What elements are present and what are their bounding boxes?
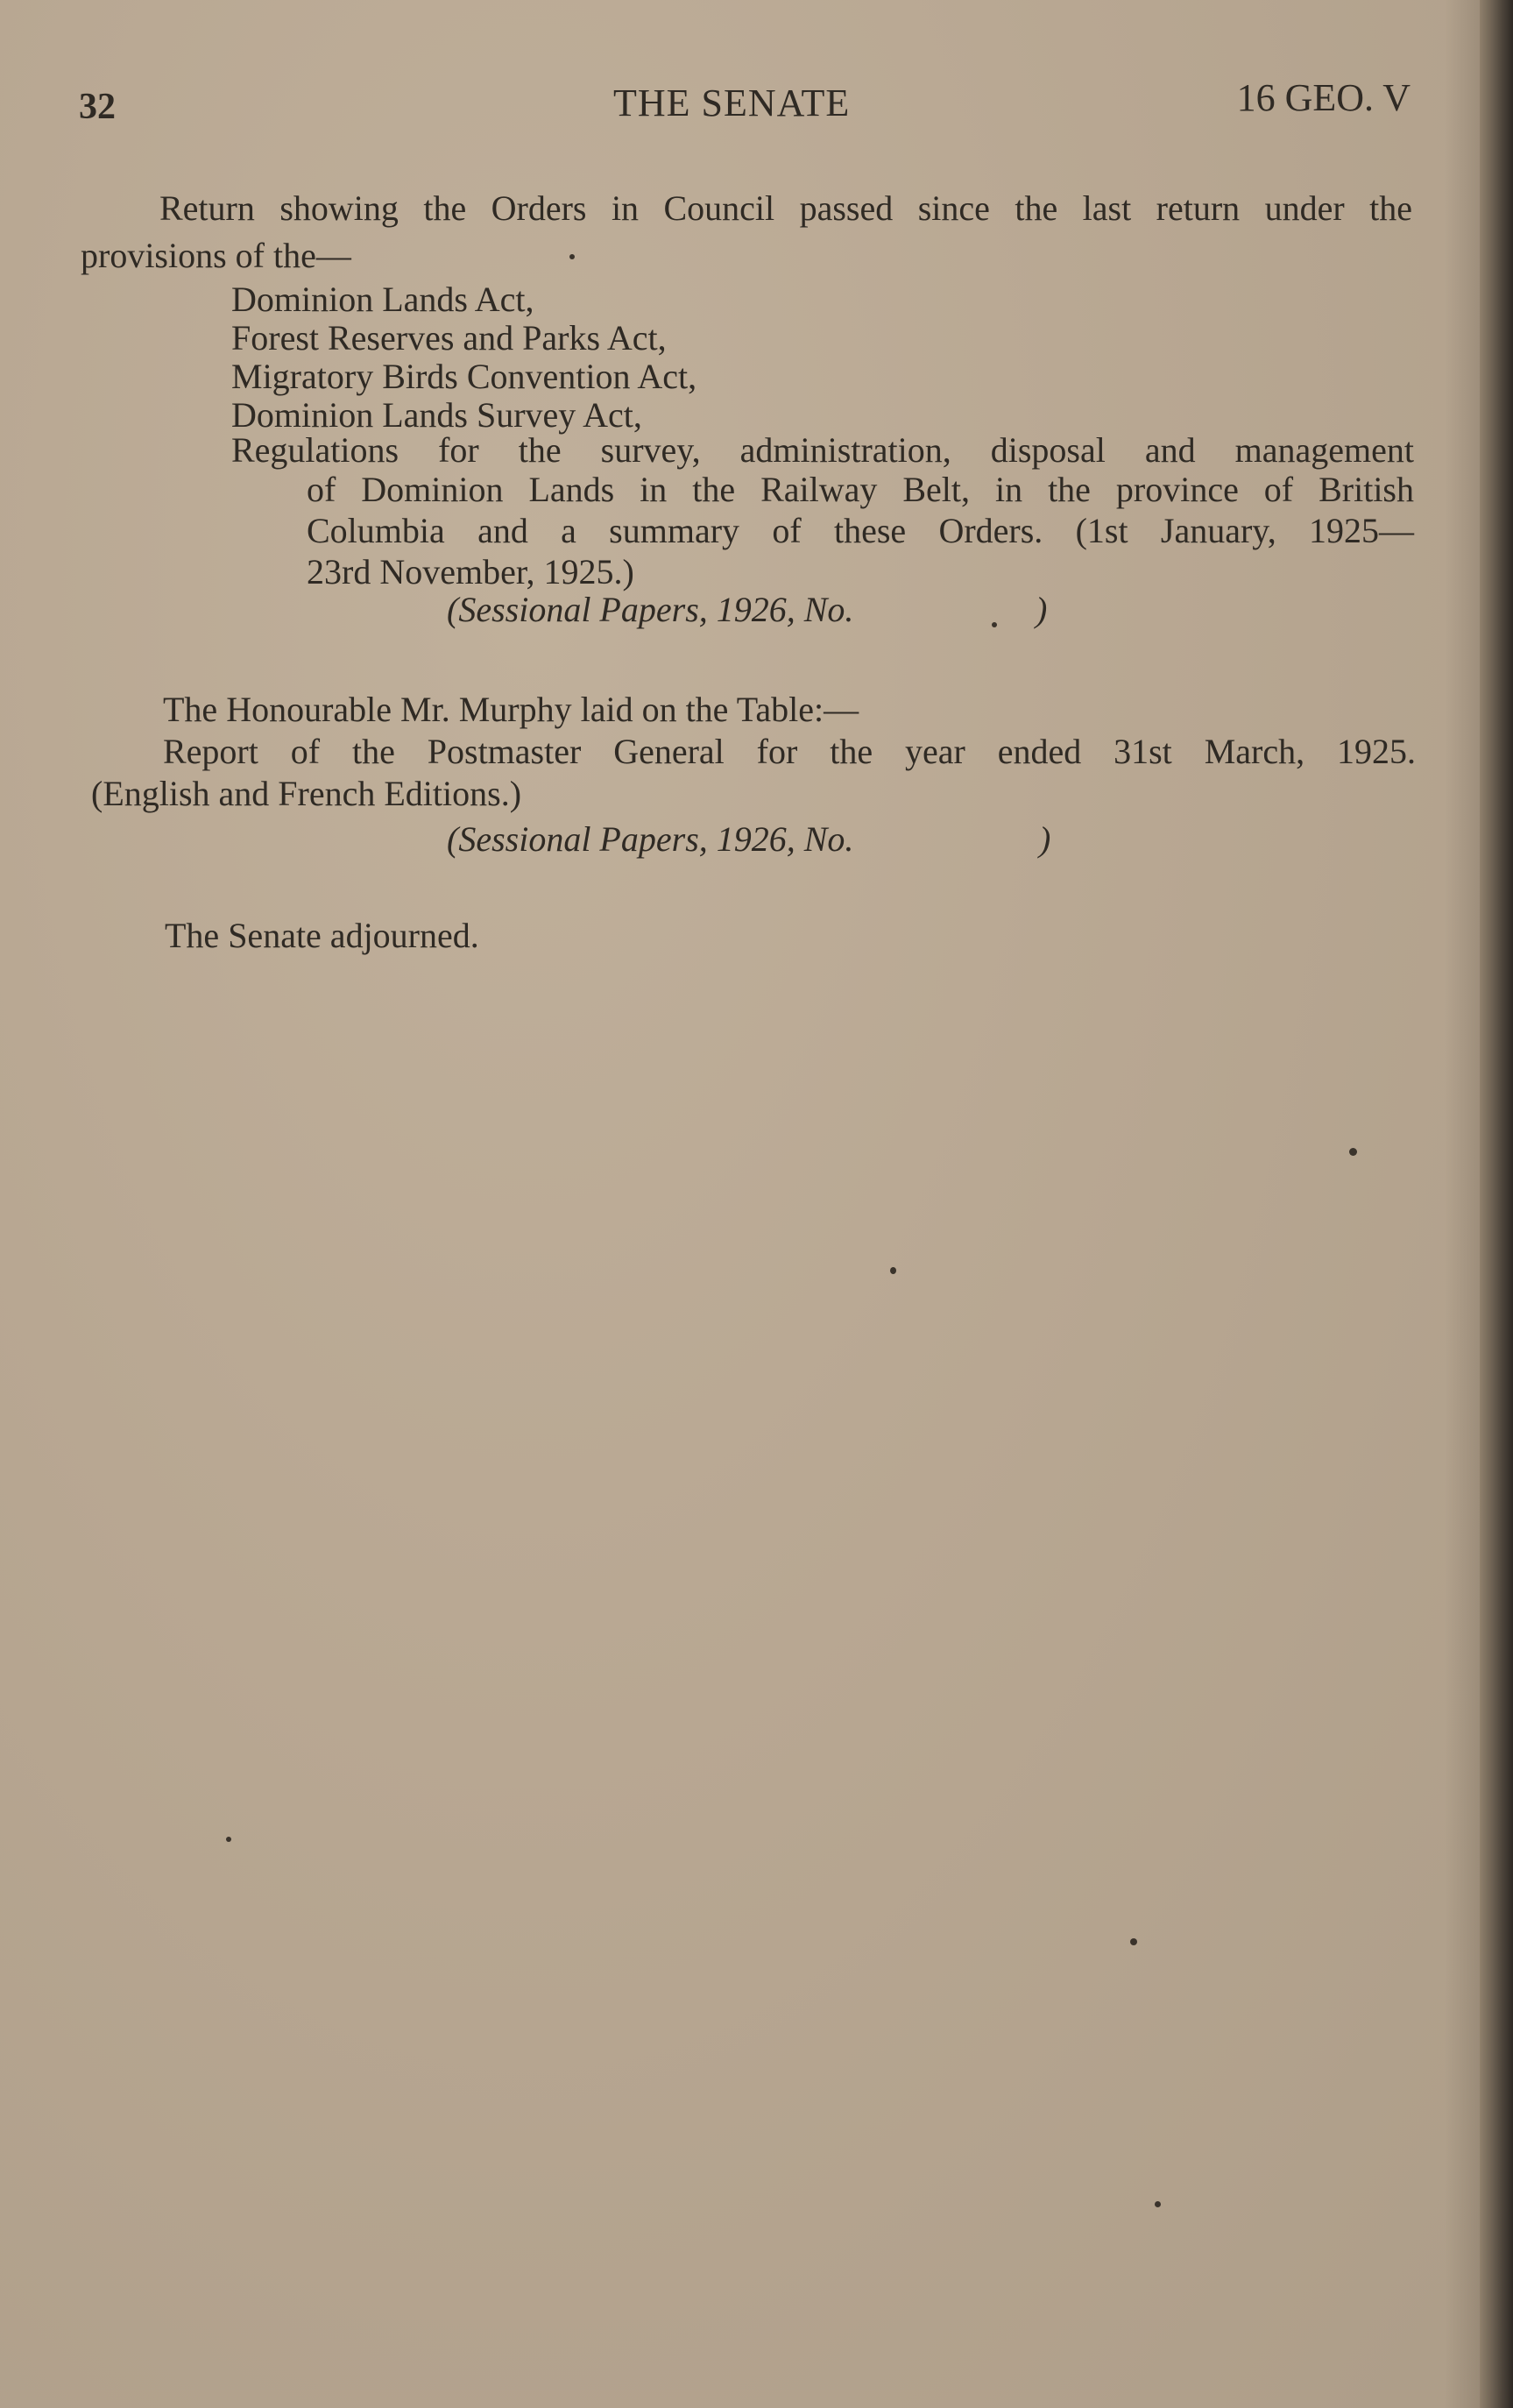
paper-speck bbox=[1155, 2201, 1161, 2207]
sessional-ref-text: (Sessional Papers, 1926, No. bbox=[447, 590, 854, 629]
regulations-line: Regulations for the survey, administration, disposal and management bbox=[231, 430, 1414, 470]
postmaster-report-line: (English and French Editions.) bbox=[91, 774, 522, 813]
murphy-laid-paragraph bbox=[163, 689, 859, 730]
regulations-line: Columbia and a summary of these Orders. (1st January, 1925— bbox=[307, 511, 1414, 550]
postmaster-report-continued bbox=[91, 773, 521, 814]
regulations-item bbox=[231, 429, 1414, 471]
sessional-ref-text: (Sessional Papers, 1926, No. bbox=[447, 819, 854, 859]
return-intro-line: Return showing the Orders in Council passed since the last return under the bbox=[159, 188, 1412, 228]
postmaster-report-line: Report of the Postmaster General for the year ended 31st March, 1925. bbox=[163, 732, 1416, 771]
running-title: THE SENATE bbox=[613, 81, 851, 124]
act-item: Migratory Birds Convention Act, bbox=[231, 357, 697, 396]
paper-speck bbox=[226, 1837, 231, 1842]
paper-speck bbox=[890, 1267, 896, 1274]
act-item: Dominion Lands Survey Act, bbox=[231, 395, 642, 435]
act-item: Forest Reserves and Parks Act, bbox=[231, 318, 667, 358]
return-intro bbox=[159, 188, 1412, 229]
murphy-laid-line: The Honourable Mr. Murphy laid on the Table:— bbox=[163, 690, 859, 729]
return-sessional-reference bbox=[447, 589, 853, 630]
sessional-ref-close: ) bbox=[1036, 590, 1048, 629]
return-intro-continued bbox=[81, 235, 351, 276]
sessional-ref-close: ) bbox=[1039, 819, 1051, 859]
regulations-line: of Dominion Lands in the Railway Belt, in the province of British bbox=[307, 470, 1414, 509]
murphy-sessional-close bbox=[1039, 818, 1050, 860]
acts-list bbox=[231, 280, 696, 435]
regulations-item-continued bbox=[307, 469, 1414, 592]
page-number: 32 bbox=[79, 87, 116, 127]
return-sessional-close bbox=[1036, 589, 1047, 630]
page-header bbox=[79, 77, 1410, 130]
act-item: Dominion Lands Act, bbox=[231, 280, 534, 319]
binding-edge bbox=[1480, 0, 1513, 2408]
paper-speck bbox=[569, 254, 575, 259]
senate-adjourned bbox=[165, 915, 479, 956]
paper-speck bbox=[1349, 1148, 1357, 1156]
regulations-line: 23rd November, 1925.) bbox=[307, 552, 634, 591]
postmaster-report bbox=[163, 731, 1416, 772]
binding-shadow bbox=[1445, 0, 1480, 2408]
murphy-sessional-reference bbox=[447, 818, 853, 860]
return-intro-line: provisions of the— bbox=[81, 236, 351, 275]
adjourned-line: The Senate adjourned. bbox=[165, 916, 479, 955]
session-mark: 16 GEO. V bbox=[1236, 76, 1410, 119]
paper-speck bbox=[992, 622, 997, 627]
paper-speck bbox=[1130, 1938, 1137, 1945]
